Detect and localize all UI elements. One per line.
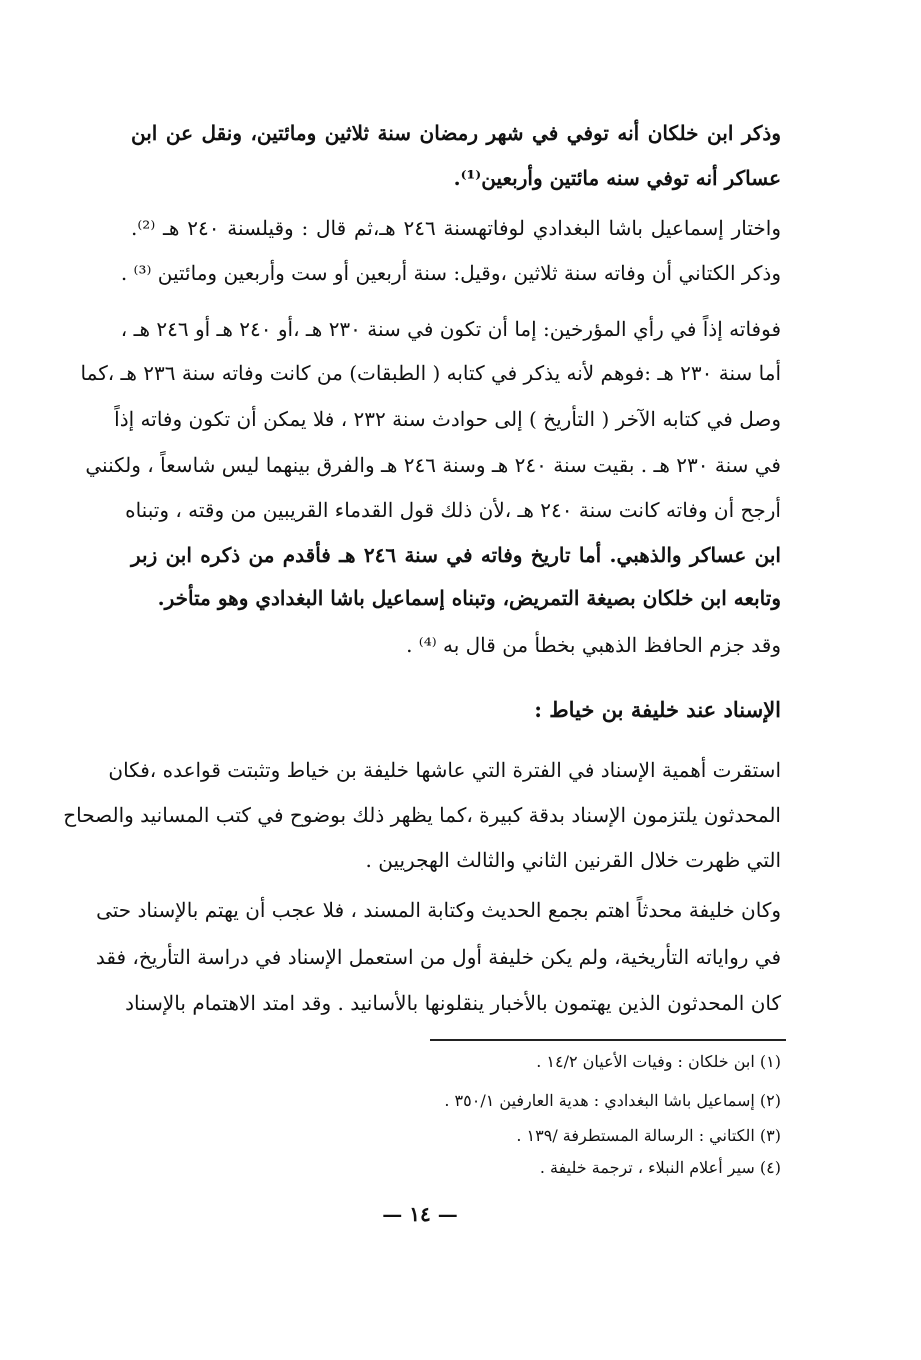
footnote: (١) ابن خلكان : وفيات الأعيان ١٤/٢ . [536, 1052, 781, 1071]
text-line: المحدثون يلتزمون الإسناد بدقة كبيرة ،كما يظهر ذلك بوضوح في كتب المسانيد والصحاح [63, 803, 781, 827]
text-line: وتابعه ابن خلكان بصيغة التمريض، وتبناه إسماعيل باشا البغدادي وهو متأخر. [157, 586, 781, 610]
page-number: — ١٤ — [382, 1202, 458, 1226]
text-line: وذكر الكتاني أن وفاته سنة ثلاثين ،وقيل: سنة أربعين أو ست وأربعين ومائتين ⁽³⁾ . [120, 261, 781, 285]
footnote: (٤) سير أعلام النبلاء ، ترجمة خليفة . [539, 1158, 781, 1177]
text-line: التي ظهرت خلال القرنين الثاني والثالث الهجريين . [365, 848, 781, 872]
text-line: فوفاته إذاً في رأي المؤرخين: إما أن تكون في سنة ٢٣٠ هـ ،أو ٢٤٠ هـ أو ٢٤٦ هـ ، [120, 317, 781, 341]
text-line: في سنة ٢٣٠ هـ . بقيت سنة ٢٤٠ هـ وسنة ٢٤٦ هـ والفرق بينهما ليس شاسعاً ، ولكنني [85, 453, 781, 477]
text-line: ابن عساكر والذهبي. أما تاريخ وفاته في سنة ٢٤٦ هـ فأقدم من ذكره ابن زبر [131, 543, 781, 567]
footnote: (٢) إسماعيل باشا البغدادي : هدية العارفين ٣٥٠/١ . [444, 1091, 781, 1110]
text-line: في رواياته التأريخية، ولم يكن خليفة أول من استعمل الإسناد في دراسة التأريخ، فقد [95, 945, 781, 969]
text-line: عساكر أنه توفي سنه مائتين وأربعين⁽¹⁾. [453, 166, 781, 190]
text-line: وقد جزم الحافظ الذهبي بخطأ من قال به ⁽⁴⁾ . [406, 633, 781, 657]
text-line: استقرت أهمية الإسناد في الفترة التي عاشها خليفة بن خياط وتثبتت قواعده ،فكان [108, 758, 781, 782]
section-heading: الإسناد عند خليفة بن خياط : [534, 697, 781, 722]
text-line: أرجح أن وفاته كانت سنة ٢٤٠ هـ ،لأن ذلك قول القدماء القريبين من وقته ، وتبناه [125, 498, 781, 522]
text-line: وكان خليفة محدثاً اهتم بجمع الحديث وكتابة المسند ، فلا عجب أن يهتم بالإسناد حتى [96, 898, 781, 922]
text-line: أما سنة ٢٣٠ هـ :فوهم لأنه يذكر في كتابه ( الطبقات) من كانت وفاته سنة ٢٣٦ هـ ،كما [80, 361, 781, 385]
text-line: وصل في كتابه الآخر ( التأريخ ) إلى حوادث سنة ٢٣٢ ، فلا يمكن أن تكون وفاته إذاً [114, 407, 781, 431]
text-line: واختار إسماعيل باشا البغدادي لوفاتهسنة ٢٤٦ هـ،ثم قال : وقيلسنة ٢٤٠ هـ ⁽²⁾. [131, 216, 781, 240]
footnote: (٣) الكتاني : الرسالة المستطرفة /١٣٩ . [516, 1126, 781, 1145]
footnote-separator [430, 1039, 786, 1041]
text-line: كان المحدثون الذين يهتمون بالأخبار ينقلونها بالأسانيد . وقد امتد الاهتمام بالإسناد [125, 991, 781, 1015]
text-line: وذكر ابن خلكان أنه توفي في شهر رمضان سنة ثلاثين ومائتين، ونقل عن ابن [131, 121, 781, 145]
